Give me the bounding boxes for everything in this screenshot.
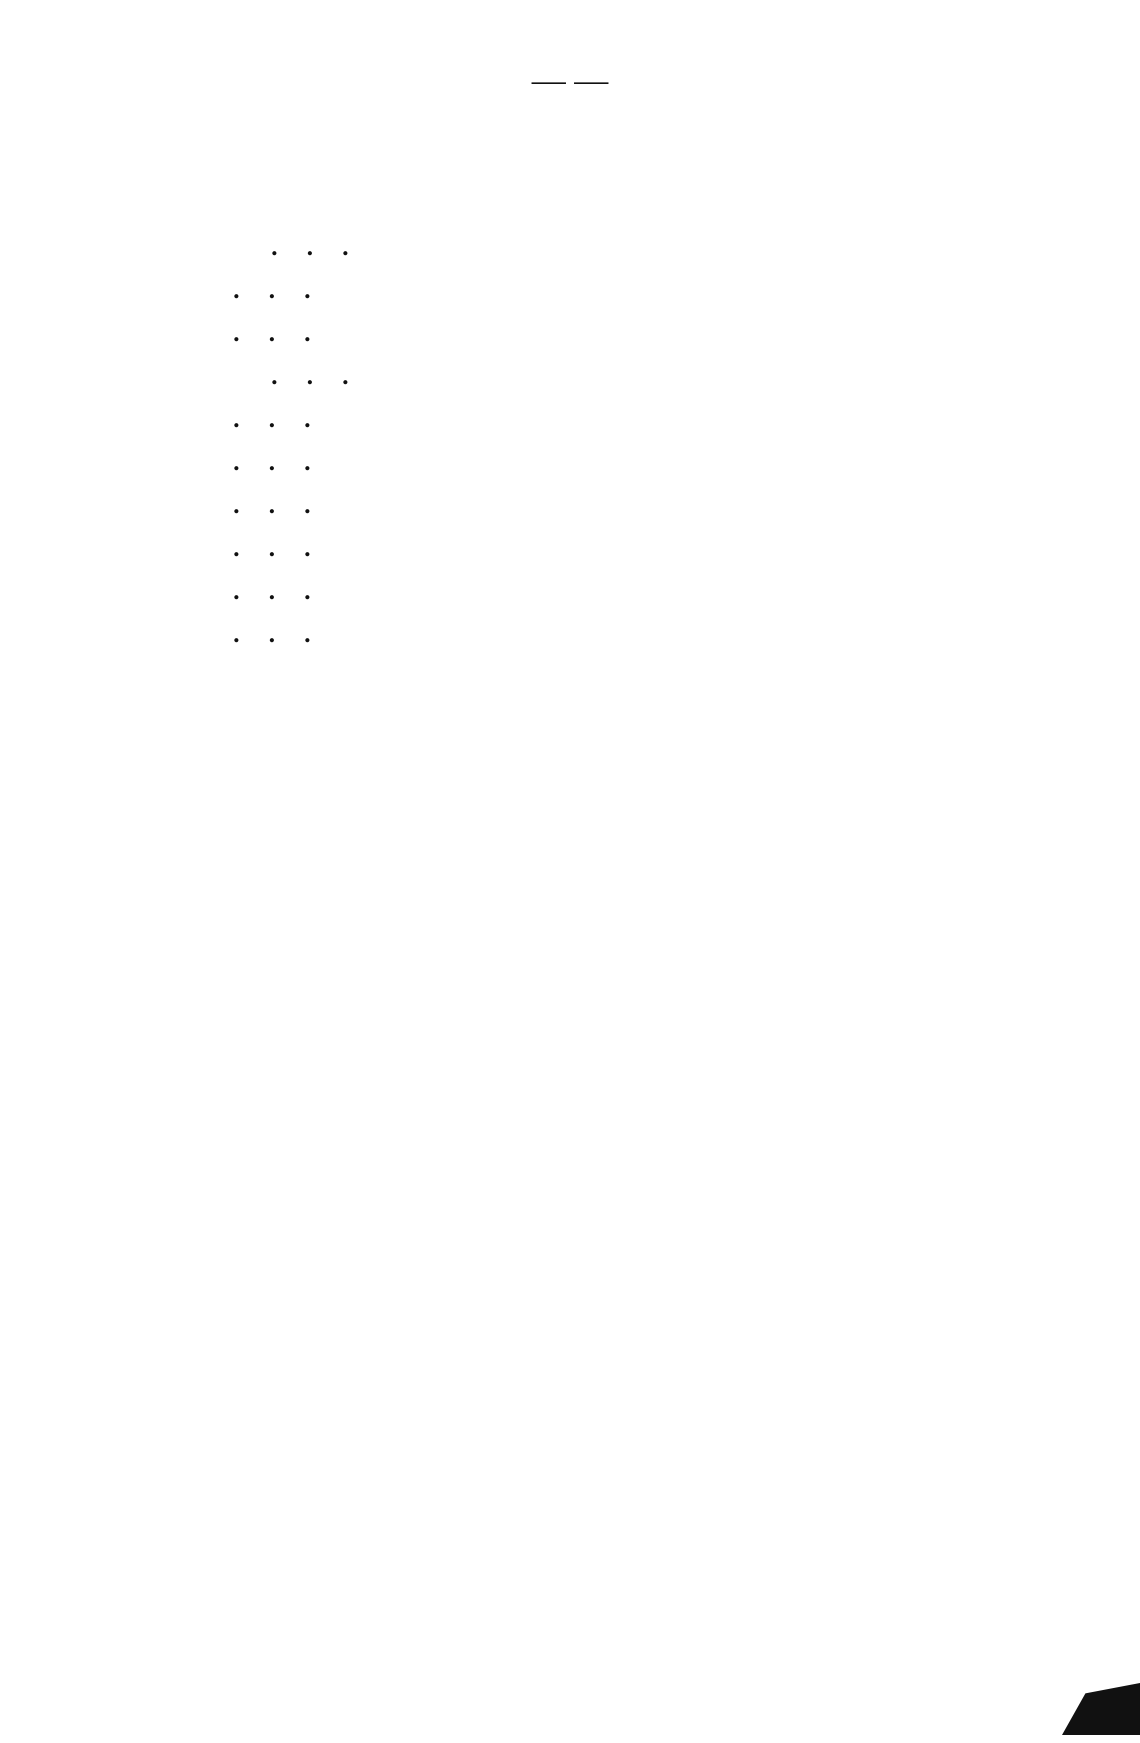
dot-leader: . . . (232, 568, 321, 607)
entry-number (130, 265, 222, 308)
entry-name-line (232, 437, 846, 480)
corner-ink-mark (1062, 1683, 1140, 1735)
entry-name (222, 265, 846, 308)
list-item (130, 566, 970, 609)
list-item (130, 265, 970, 308)
entry-name (222, 222, 846, 265)
entry-number (130, 609, 222, 652)
entry-name (222, 523, 846, 566)
entry-number (130, 351, 222, 394)
dot-leader: . . . (232, 267, 321, 306)
list-item (130, 480, 970, 523)
entry-number (130, 308, 222, 351)
entry-name-line (232, 394, 846, 437)
page-number: — — (531, 62, 609, 99)
list-item (130, 394, 970, 437)
dot-leader: . . . (232, 396, 321, 435)
entry-name-line (232, 351, 846, 394)
entry-name-line (232, 609, 846, 652)
dot-leader: . . . (270, 224, 359, 263)
list-item (130, 609, 970, 652)
dot-leader: . . . (232, 439, 321, 478)
dot-leader: . . . (232, 310, 321, 349)
entry-name (222, 566, 846, 609)
entry-name (222, 437, 846, 480)
entry-name-line (232, 222, 846, 265)
entry-number (130, 222, 222, 265)
list-item (130, 523, 970, 566)
list-item (130, 437, 970, 480)
entry-number (130, 523, 222, 566)
list-item (130, 351, 970, 394)
entry-name (222, 480, 846, 523)
entry-name-line (232, 265, 846, 308)
entry-name (222, 308, 846, 351)
entry-name (222, 394, 846, 437)
entry-name-line (232, 308, 846, 351)
entry-number (130, 480, 222, 523)
entry-name (222, 609, 846, 652)
list-item (130, 222, 970, 265)
dot-leader: . . . (232, 611, 321, 650)
dot-leader: . . . (232, 482, 321, 521)
entry-name (222, 351, 846, 394)
entry-name-line (232, 566, 846, 609)
entry-list (130, 222, 970, 652)
dot-leader: . . . (270, 353, 359, 392)
entry-number (130, 394, 222, 437)
entry-name-line (232, 523, 846, 566)
dot-leader: . . . (232, 525, 321, 564)
entry-number (130, 566, 222, 609)
entry-number (130, 437, 222, 480)
entry-name-line (232, 480, 846, 523)
list-item (130, 308, 970, 351)
